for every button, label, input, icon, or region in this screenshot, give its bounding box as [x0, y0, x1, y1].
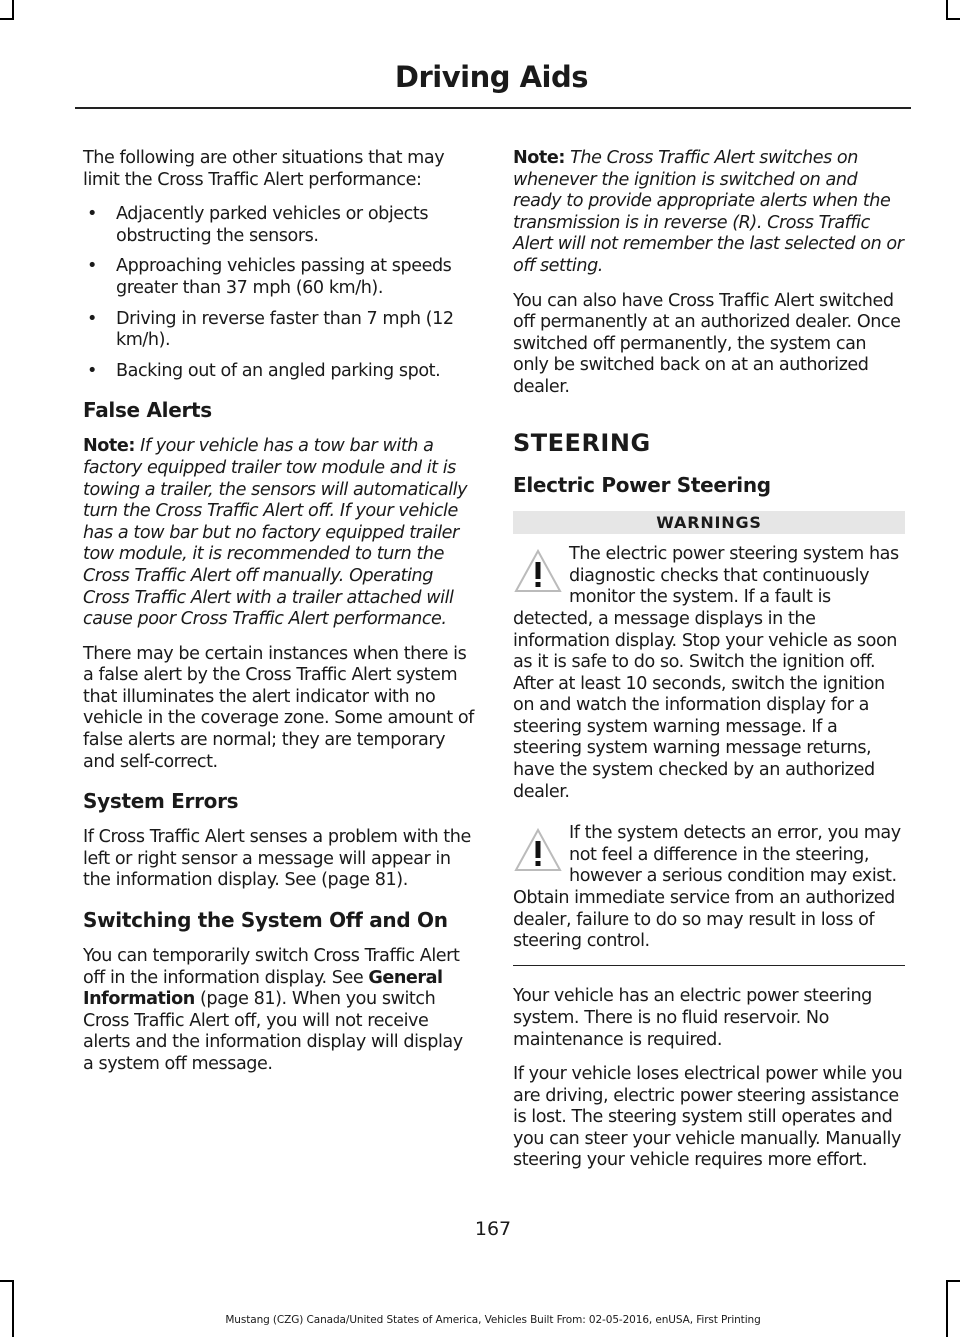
note-label: Note: — [513, 148, 565, 168]
crop-mark-bottom-left-v — [12, 1280, 14, 1337]
crop-mark-top-left-h — [0, 18, 14, 20]
ignition-note — [513, 148, 905, 278]
note-text: If your vehicle has a tow bar with a factory equipped trailer tow module and it is towing a trailer, the sensors will automatically turn the Cross Traffic Alert off. If your vehicle has a tow bar but no factory equipped trailer tow module, it is recommended to turn the Cross Traffic Alert off manually. Operating Cross Traffic Alert with a trailer attached will cause poor Cross Traffic Alert performance. — [83, 436, 468, 630]
crop-mark-bottom-left-h — [0, 1280, 14, 1282]
list-item: • Approaching vehicles passing at speeds greater than 37 mph (60 km/h). — [83, 256, 475, 299]
note-text: The Cross Traffic Alert switches on whenever the ignition is switched on and ready to provide appropriate alerts when the transmission is in reverse (R). Cross Traffic Alert will not remember the last selected on or off setting. — [513, 148, 904, 276]
crop-mark-bottom-right-v — [946, 1280, 948, 1337]
list-item: • Backing out of an angled parking spot. — [83, 361, 475, 383]
page-header-title: Driving Aids — [394, 60, 588, 94]
note-label: Note: — [83, 436, 135, 457]
false-alerts-note — [83, 436, 475, 630]
electric-power-steering-heading: Electric Power Steering — [513, 472, 771, 497]
intro-paragraph: The following are other situations that may limit the Cross Traffic Alert performance: — [83, 148, 445, 190]
crop-mark-top-right-h — [946, 18, 960, 20]
general-information-link[interactable]: General Information — [83, 967, 443, 1010]
false-alerts-body: There may be certain instances when there is a false alert by the Cross Traffic Alert system that illuminates the alert indicator with no vehicle in the coverage zone. Some amount of false alerts are normal; they are temporary and self-correct. — [83, 643, 474, 772]
warning-item — [513, 823, 905, 953]
switching-body-post: (page 81). When you switch Cross Traffic Alert off, you will not receive alerts and the information display will display a system off message. — [83, 989, 463, 1074]
power-loss-paragraph: If your vehicle loses electrical power while you are driving, electric power steering assistance is lost. The steering system still operates and you can steer your vehicle manually. Manually steering your vehicle requires more effort. — [513, 1064, 903, 1171]
warnings-end-rule — [513, 965, 905, 967]
left-column — [83, 148, 475, 1089]
system-errors-heading: System Errors — [83, 789, 239, 814]
switching-body — [83, 946, 475, 1076]
permanent-off-paragraph: You can also have Cross Traffic Alert switched off permanently at an authorized dealer. Once switched off permanently, the system can only be switched back on at an authorized dealer. — [513, 290, 901, 397]
warning-text: The electric power steering system has diagnostic checks that continuously monitor the system. If a fault is detected, a message displays in the information display. Stop your vehicle as soon as it is safe to do so. Switch the ignition off. After at least 10 seconds, switch the ignition on and watch the information display for a steering system warning message. If a steering system warning message returns, have the system checked by an authorized dealer. — [513, 544, 899, 802]
warnings-banner: WARNINGS — [513, 511, 905, 535]
crop-mark-top-left-v — [12, 0, 14, 20]
crop-mark-top-right-v — [946, 0, 948, 20]
false-alerts-heading: False Alerts — [83, 398, 212, 423]
steering-section-heading: STEERING — [513, 428, 651, 457]
footer-text: Mustang (CZG) Canada/United States of America, Vehicles Built From: 02-05-2016, enUSA, First Printing — [225, 1314, 761, 1326]
warning-triangle-icon — [513, 548, 563, 594]
warning-item — [513, 544, 905, 803]
page-number: 167 — [474, 1218, 512, 1240]
warning-triangle-icon — [513, 827, 563, 873]
system-errors-body: If Cross Traffic Alert senses a problem with the left or right sensor a message will appear in the information display. See (page 81). — [83, 827, 471, 891]
list-item: • Adjacently parked vehicles or objects obstructing the sensors. — [83, 204, 475, 247]
list-item: • Driving in reverse faster than 7 mph (12 km/h). — [83, 309, 475, 352]
header-rule — [75, 107, 911, 109]
power-steering-paragraph: Your vehicle has an electric power steering system. There is no fluid reservoir. No maintenance is required. — [513, 986, 872, 1050]
crop-mark-bottom-right-h — [946, 1280, 960, 1282]
switching-heading: Switching the System Off and On — [83, 908, 448, 933]
warning-text: If the system detects an error, you may not feel a difference in the steering, however a serious condition may exist. Obtain immediate service from an authorized dealer, failure to do so may result in loss of steering control. — [513, 823, 901, 952]
limitations-list — [83, 204, 475, 382]
right-column — [513, 148, 905, 1185]
switching-body-pre: You can temporarily switch Cross Traffic Alert off in the information display. See — [83, 946, 460, 988]
